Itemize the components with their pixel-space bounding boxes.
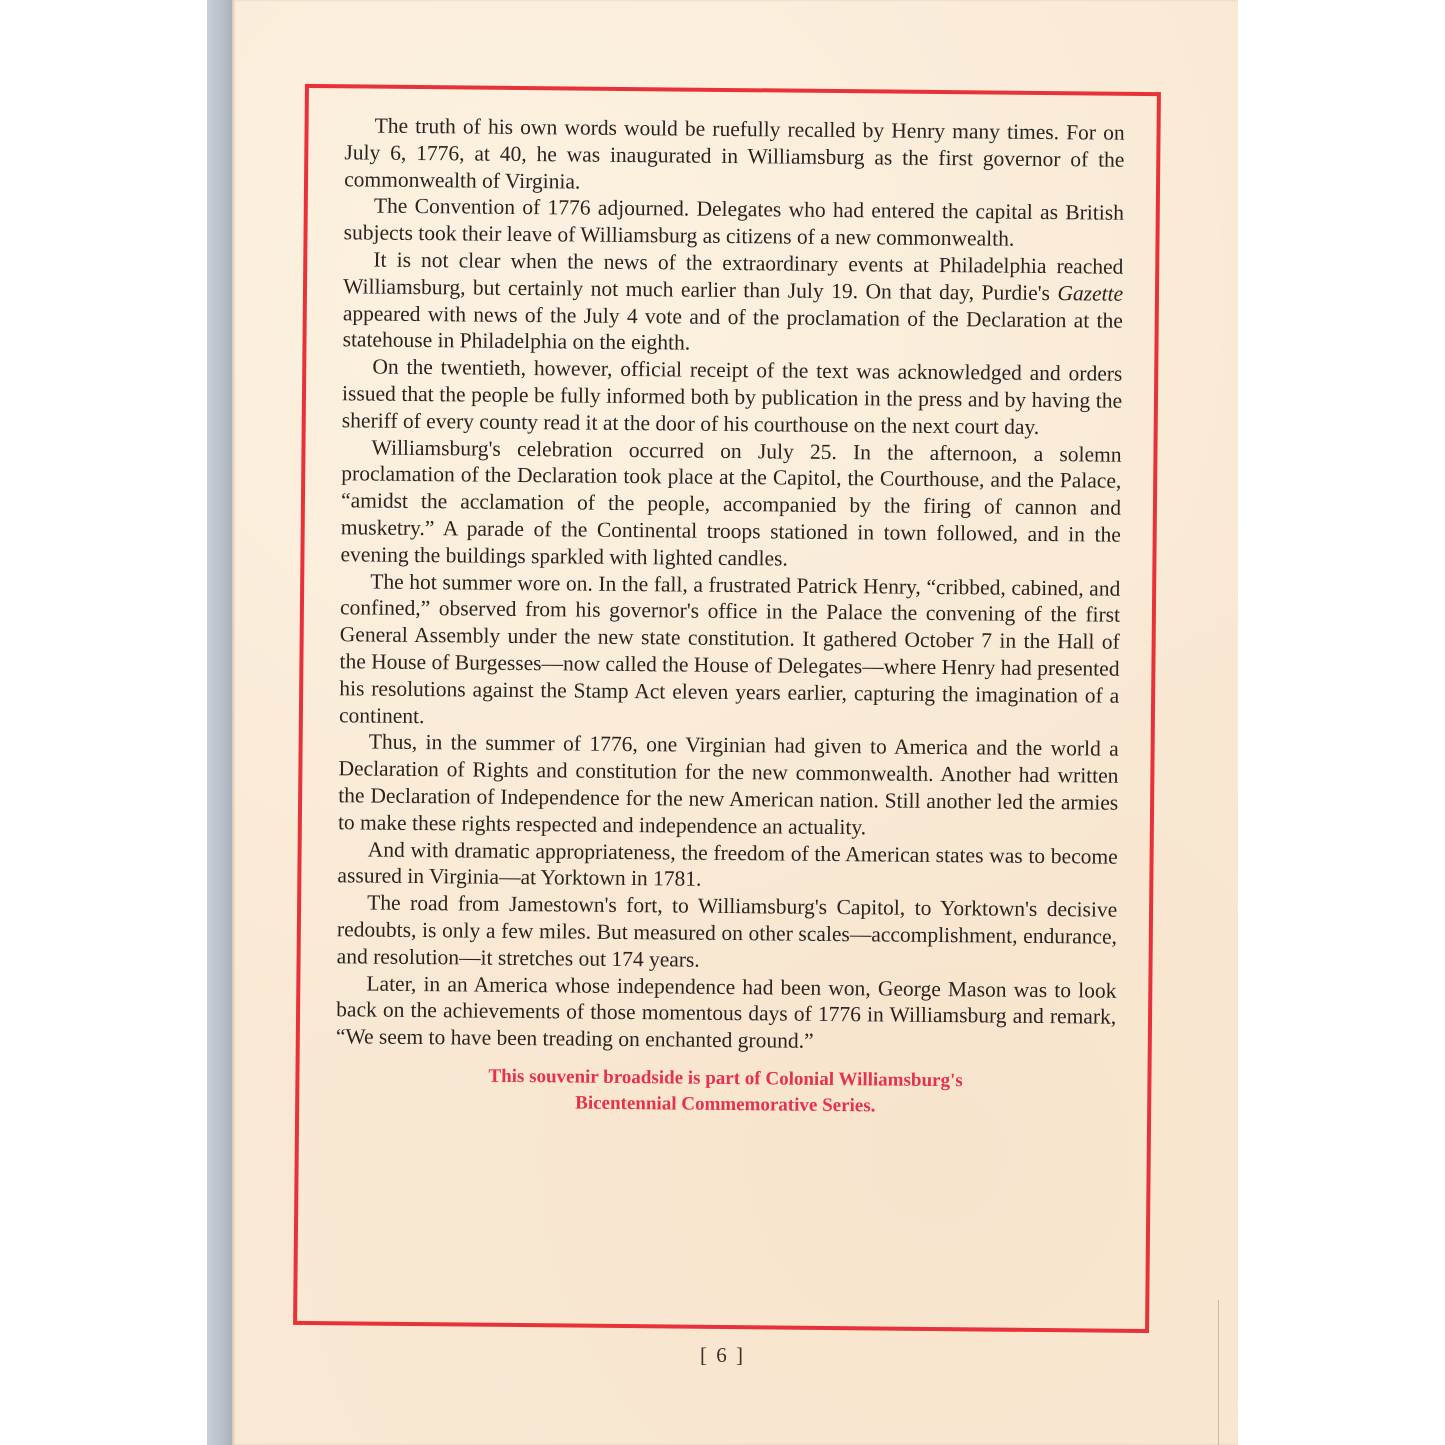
paragraph-official-receipt: On the twentieth, however, official receipt of the text was acknowledged and orders issued that the people be fully informed both by publication in the press and by having the sheriff of every county read it at the door of his courthouse on the next court day. (341, 354, 1123, 439)
paragraph-henry-governor: The truth of his own words would be ruefully recalled by Henry many times. For on July 6, 1776, at 40, he was inaugurated in Williamsburg as the first governor of the commonwealth of Virginia. (344, 113, 1125, 194)
page-fold-line (1218, 1300, 1219, 1445)
scanner-edge-strip (207, 0, 233, 1445)
paragraph-news-reached (343, 246, 1124, 361)
paragraph-yorktown: And with dramatic appropriateness, the freedom of the American states was to become assured in Virginia—at Yorktown in 1781. (337, 837, 1118, 892)
series-note-line-1: This souvenir broadside is part of Colonial Williamsburg's (488, 1065, 963, 1092)
page-number: [ 6 ] (700, 1343, 745, 1367)
paragraph-convention-adjourned: The Convention of 1776 adjourned. Delegates who had entered the capital as British subjects took their leave of Williamsburg as citizens of a new commonwealth. (343, 193, 1125, 251)
paragraph-celebration: Williamsburg's celebration occurred on July 25. In the afternoon, a solemn proclamation of the Declaration took place at the Capitol, the Courthouse, and the Palace, “amidst the acclamation of the people, accompanied by the firing of cannon and musketry.” A parade of the Continental troops stationed in town followed, and in the evening the buildings sparkled with lighted candles. (340, 435, 1122, 571)
gazette-title: Gazette (1057, 280, 1124, 306)
paragraph-news-reached-after: appeared with news of the July 4 vote and of the proclamation of the Declaration at the statehouse in Philadelphia on the eighth. (342, 300, 1123, 355)
series-note-line-2: Bicentennial Commemorative Series. (575, 1092, 876, 1117)
series-note (335, 1062, 1115, 1121)
paragraph-three-virginians: Thus, in the summer of 1776, one Virginian had given to America and the world a Declaration of Rights and constitution for the new commonwealth. Another had written the Declaration of Independence for the new American nation. Still another led the armies to make these rights respected and independence an actuality. (337, 729, 1119, 840)
paragraph-george-mason: Later, in an America whose independence had been won, George Mason was to look back on the achievements of those momentous days of 1776 in Williamsburg and remark, “We seem to have been treading on enchanted ground.” (335, 971, 1117, 1053)
paragraph-news-reached-before: It is not clear when the news of the extraordinary events at Philadelphia reached Williamsburg, but certainly not much earlier than July 19. On that day, Purdie's (343, 247, 1124, 305)
body-text (335, 112, 1125, 1121)
paragraph-road: The road from Jamestown's fort, to Williamsburg's Capitol, to Yorktown's decisive redoubts, is only a few miles. But measured on other scales—accomplishment, endurance, and resolution—it stretches out 174 years. (336, 890, 1118, 972)
paragraph-general-assembly: The hot summer wore on. In the fall, a frustrated Patrick Henry, “cribbed, cabined, and confined,” observed from his governor's office in the Palace the convening of the first General Assembly under the new state constitution. It gathered October 7 in the Hall of the House of Burgesses—now called the House of Delegates—where Henry had presented his resolutions against the Stamp Act eleven years earlier, capturing the imagination of a continent. (338, 569, 1121, 728)
